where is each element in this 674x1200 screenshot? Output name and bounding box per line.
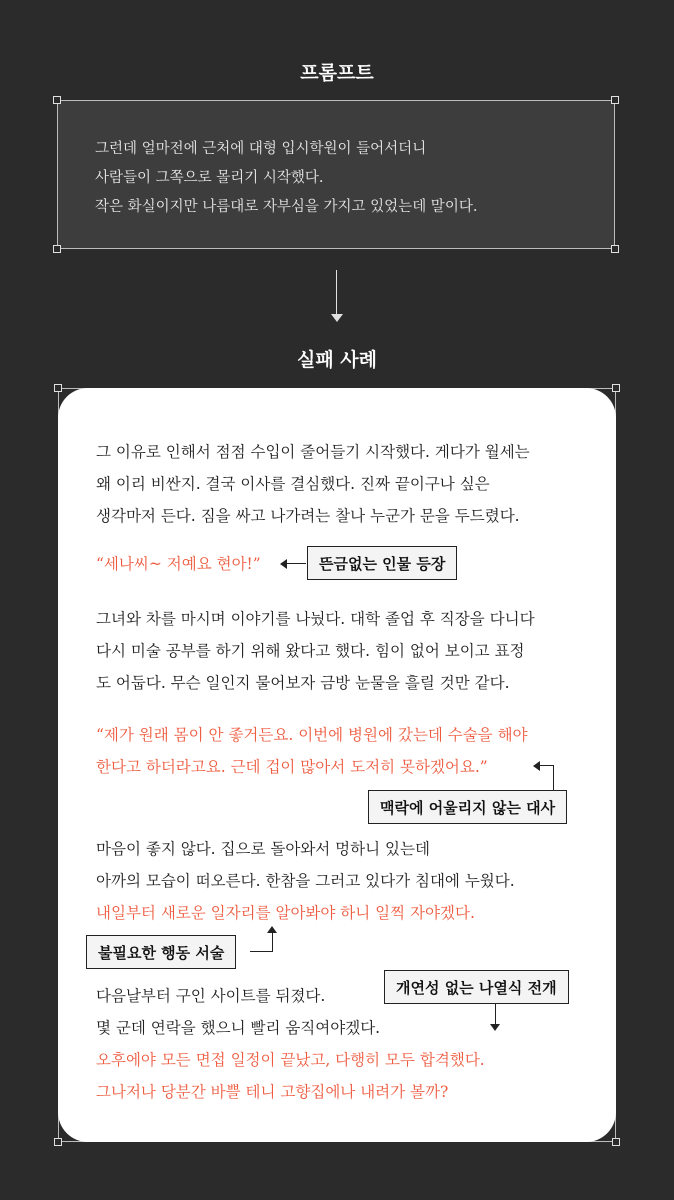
selection-handle <box>611 245 619 253</box>
selection-handle <box>54 1138 62 1146</box>
connector-line <box>286 563 306 564</box>
story-line-highlight: 그나저나 당분간 바쁠 테니 고향집에나 내려가 볼까? <box>96 1083 449 1101</box>
fail-title: 실패 사례 <box>296 349 378 371</box>
story-paragraph <box>96 603 535 699</box>
selection-handle <box>53 96 61 104</box>
story-line: 몇 군데 연락을 했으니 빨리 움직여야겠다. <box>96 1019 381 1037</box>
prompt-box <box>57 100 615 249</box>
story-line: 도 어둡다. 무슨 일인지 물어보자 금방 눈물을 흘릴 것만 같다. <box>96 674 510 692</box>
story-paragraph <box>96 833 515 929</box>
selection-handle <box>612 384 620 392</box>
prompt-title: 프롬프트 <box>300 62 374 84</box>
story-line: 그녀와 차를 마시며 이야기를 나눴다. 대학 졸업 후 직장을 다니다 <box>96 610 535 628</box>
prompt-line: 작은 화실이지만 나름대로 자부심을 가지고 있었는데 말이다. <box>95 199 478 215</box>
annotation-label: 뜬금없는 인물 등장 <box>307 546 457 580</box>
down-arrow-line <box>336 270 337 316</box>
selection-handle <box>611 96 619 104</box>
annotation-label: 개연성 없는 나열식 전개 <box>384 970 569 1004</box>
arrow-left-icon <box>280 559 287 569</box>
story-line: 마음이 좋지 않다. 집으로 돌아와서 멍하니 있는데 <box>96 840 430 858</box>
connector-line <box>553 765 554 790</box>
story-line-highlight: “제가 원래 몸이 안 좋거든요. 이번에 병원에 갔는데 수술을 해야 <box>96 726 528 744</box>
story-line: 다시 미술 공부를 하기 위해 왔다고 했다. 힘이 없어 보이고 표정 <box>96 642 525 660</box>
connector-line <box>250 951 272 952</box>
down-arrow-icon <box>331 314 343 322</box>
annotation-label: 맥락에 어울리지 않는 대사 <box>368 790 567 824</box>
arrow-down-icon <box>490 1024 500 1031</box>
story-line-highlight: 한다고 하더라고요. 근데 겁이 많아서 도저히 못하겠어요.” <box>96 758 488 776</box>
prompt-line: 그런데 얼마전에 근처에 대형 입시학원이 들어서더니 <box>95 141 427 157</box>
story-line-highlight: “세나씨~ 저예요 현아!” <box>96 555 261 573</box>
story-line: 그 이유로 인해서 점점 수입이 줄어들기 시작했다. 게다가 월세는 <box>96 443 530 461</box>
story-paragraph <box>96 548 261 580</box>
story-line: 생각마저 든다. 짐을 싸고 나가려는 찰나 누군가 문을 두드렸다. <box>96 507 520 525</box>
arrow-up-icon <box>267 926 277 933</box>
story-paragraph <box>96 980 485 1108</box>
story-paragraph <box>96 719 528 783</box>
connector-line <box>495 1004 496 1024</box>
selection-handle <box>612 1138 620 1146</box>
story-line: 왜 이리 비싼지. 결국 이사를 결심했다. 진짜 끝이구나 싶은 <box>96 475 490 493</box>
arrow-left-icon <box>533 761 540 771</box>
connector-line <box>539 765 553 766</box>
annotation-label: 불필요한 행동 서술 <box>86 935 236 969</box>
story-line-highlight: 오후에야 모든 면접 일정이 끝났고, 다행히 모두 합격했다. <box>96 1051 485 1069</box>
story-paragraph <box>96 436 530 532</box>
prompt-text <box>95 135 477 222</box>
prompt-line: 사람들이 그쪽으로 몰리기 시작했다. <box>95 170 324 186</box>
story-line: 다음날부터 구인 사이트를 뒤졌다. <box>96 987 326 1005</box>
story-line-highlight: 내일부터 새로운 일자리를 알아봐야 하니 일찍 자야겠다. <box>96 904 475 922</box>
selection-handle <box>54 384 62 392</box>
story-line: 아까의 모습이 떠오른다. 한참을 그러고 있다가 침대에 누웠다. <box>96 872 515 890</box>
connector-line <box>272 932 273 952</box>
selection-handle <box>53 245 61 253</box>
